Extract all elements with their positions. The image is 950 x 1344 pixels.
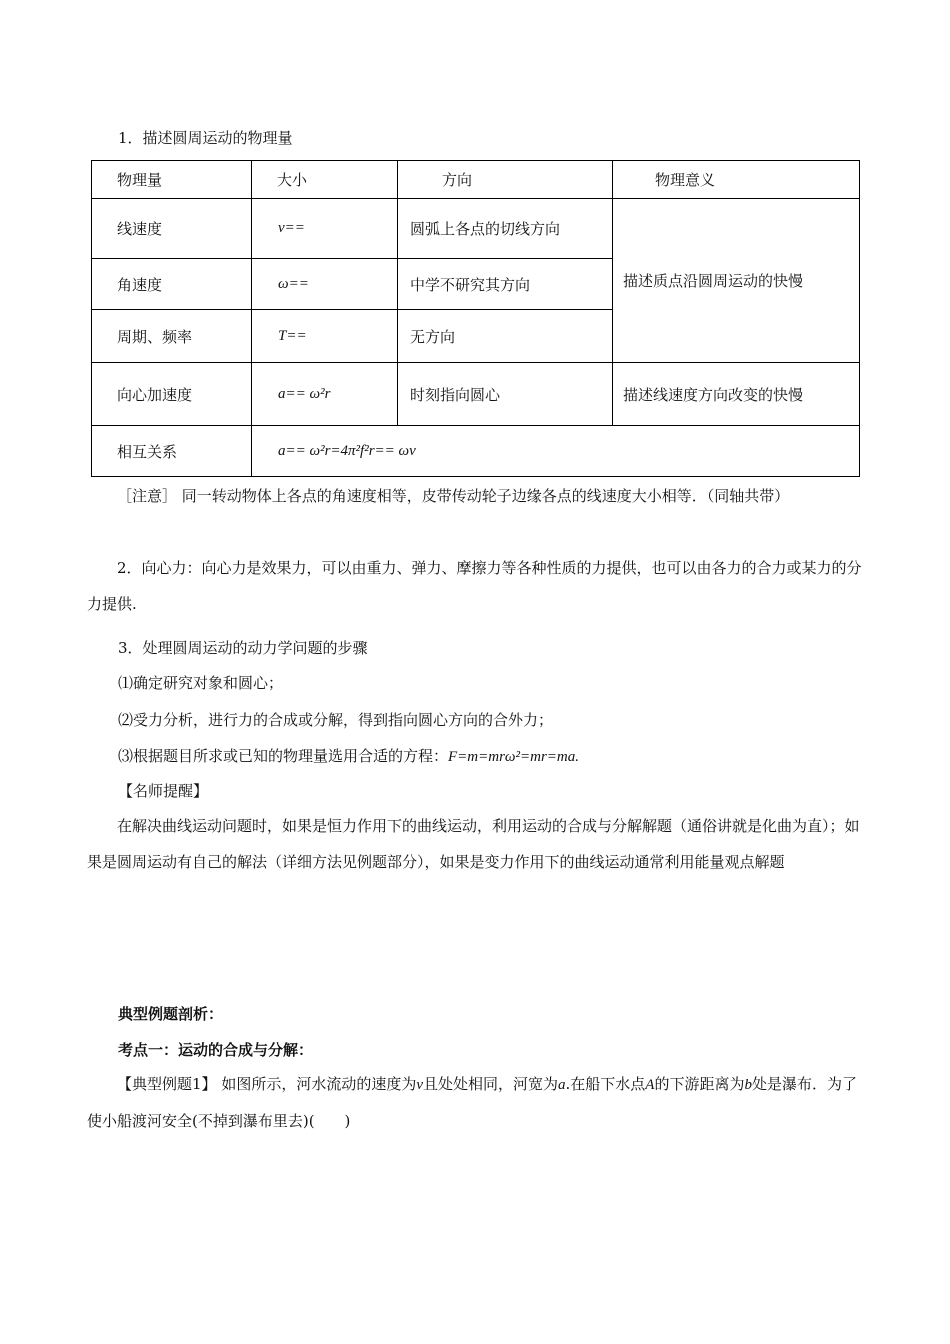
- relation-row: [92, 426, 860, 477]
- tip-title: 【名师提醒】: [118, 782, 209, 800]
- row-meaning: 描述线速度方向改变的快慢: [613, 363, 860, 426]
- step-3-formula: F=m=mrω²=mr=ma.: [448, 749, 580, 765]
- relation-label: 相互关系: [92, 426, 252, 477]
- relation-value: a== ω²r=4π²f²r== ωv: [252, 426, 860, 477]
- row-name: 向心加速度: [92, 363, 252, 426]
- section3-title: 3．处理圆周运动的动力学问题的步骤: [118, 639, 368, 657]
- row-direction: 中学不研究其方向: [398, 259, 613, 310]
- row-size: a== ω²r: [252, 363, 398, 426]
- header-direction: 方向: [398, 161, 613, 199]
- header-size: 大小: [252, 161, 398, 199]
- section1-title: 1．描述圆周运动的物理量: [118, 129, 293, 147]
- table-row: [92, 199, 860, 259]
- example1-tag: 【典型例题1】: [117, 1075, 217, 1093]
- merged-meaning-cell: 描述质点沿圆周运动的快慢: [613, 199, 860, 363]
- examples-title: 典型例题剖析：: [118, 1005, 224, 1023]
- physical-quantities-table: [91, 160, 860, 477]
- row-size: v==: [252, 199, 398, 259]
- step-3: [118, 745, 579, 766]
- row-direction: 圆弧上各点的切线方向: [398, 199, 613, 259]
- step-2: ⑵受力分析，进行力的合成或分解，得到指向圆心方向的合外力；: [118, 711, 554, 729]
- note-paragraph: ［注意］ 同一转动物体上各点的角速度相等，皮带传动轮子边缘各点的线速度大小相等．（同轴共带）: [117, 487, 790, 505]
- row-direction: 无方向: [398, 310, 613, 363]
- row-name: 角速度: [92, 259, 252, 310]
- example1-paragraph: 【典型例题1】 如图所示，河水流动的速度为v且处处相同，河宽为a.在船下水点A的下游距离为b处是瀑布．为了使小船渡河安全(不掉到瀑布里去)( ): [87, 1075, 857, 1130]
- table-row: [92, 363, 860, 426]
- point1-title: 考点一：运动的合成与分解：: [118, 1041, 314, 1059]
- tip-body: 在解决曲线运动问题时，如果是恒力作用下的曲线运动，利用运动的合成与分解解题（通俗讲就是化曲为直）；如果是圆周运动有自己的解法（详细方法见例题部分），如果是变力作用下的曲线运动通常利用能量观点解题: [87, 817, 860, 871]
- header-meaning: 物理意义: [613, 161, 860, 199]
- row-name: 周期、频率: [92, 310, 252, 363]
- step-3-text: ⑶根据题目所求或已知的物理量选用合适的方程：: [118, 747, 449, 765]
- row-size: T==: [252, 310, 398, 363]
- row-direction: 时刻指向圆心: [398, 363, 613, 426]
- header-quantity: 物理量: [92, 161, 252, 199]
- row-size: ω==: [252, 259, 398, 310]
- step-1: ⑴确定研究对象和圆心；: [118, 674, 284, 692]
- table-header-row: [92, 161, 860, 199]
- row-name: 线速度: [92, 199, 252, 259]
- section2-paragraph: 2．向心力：向心力是效果力，可以由重力、弹力、摩擦力等各种性质的力提供，也可以由各力的合力或某力的分力提供.: [87, 559, 862, 613]
